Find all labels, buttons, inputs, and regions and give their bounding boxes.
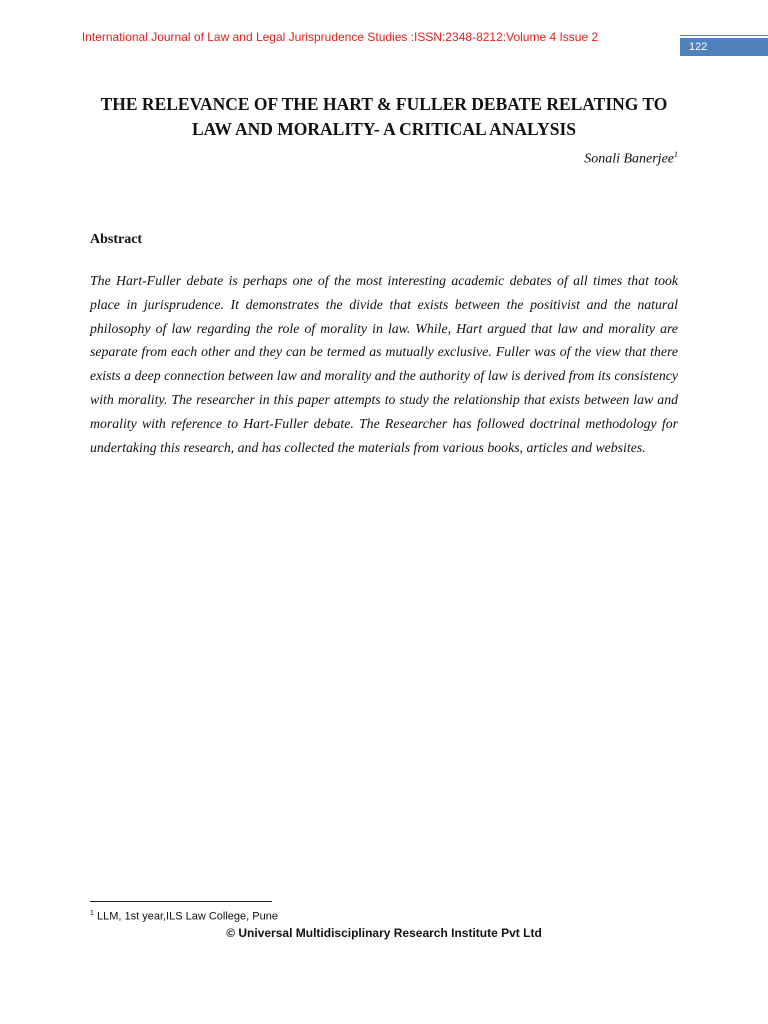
footnote-mark: 1: [90, 910, 94, 917]
author-footnote-mark: 1: [674, 150, 678, 159]
article-title-line-1: THE RELEVANCE OF THE HART & FULLER DEBATE RELATING TO: [100, 94, 668, 114]
abstract-heading: Abstract: [90, 232, 143, 247]
page-number-badge: 122: [680, 38, 768, 56]
copyright-footer: © Universal Multidisciplinary Research Institute Pvt Ltd: [226, 926, 542, 940]
footnote: [90, 910, 278, 923]
abstract-body: The Hart-Fuller debate is perhaps one of the most interesting academic debates of all times that took place in jurisprudence. It demonstrates the divide that exists between the positivist and the natural philosophy of law regarding the role of morality in law. While, Hart argued that law and morality are separate from each other and they can be termed as mutually exclusive. Fuller was of the view that there exists a deep connection between law and morality and the authority of law is derived from its consistency with morality. The researcher in this paper attempts to study the relationship that exists between law and morality with reference to Hart-Fuller debate. The Researcher has followed doctrinal methodology for undertaking this research, and has collected the materials from various books, articles and websites.: [90, 273, 678, 455]
footnote-text: LLM, 1st year,ILS Law College, Pune: [93, 910, 278, 923]
footnote-divider: [90, 901, 272, 902]
journal-header: International Journal of Law and Legal Jurisprudence Studies :ISSN:2348-8212:Volume 4 Issue 2: [81, 30, 599, 44]
author-text: Sonali Banerjee: [584, 151, 674, 167]
article-title: [70, 92, 698, 142]
author-name: [584, 150, 678, 168]
article-title-line-2: LAW AND MORALITY- A CRITICAL ANALYSIS: [192, 119, 576, 139]
